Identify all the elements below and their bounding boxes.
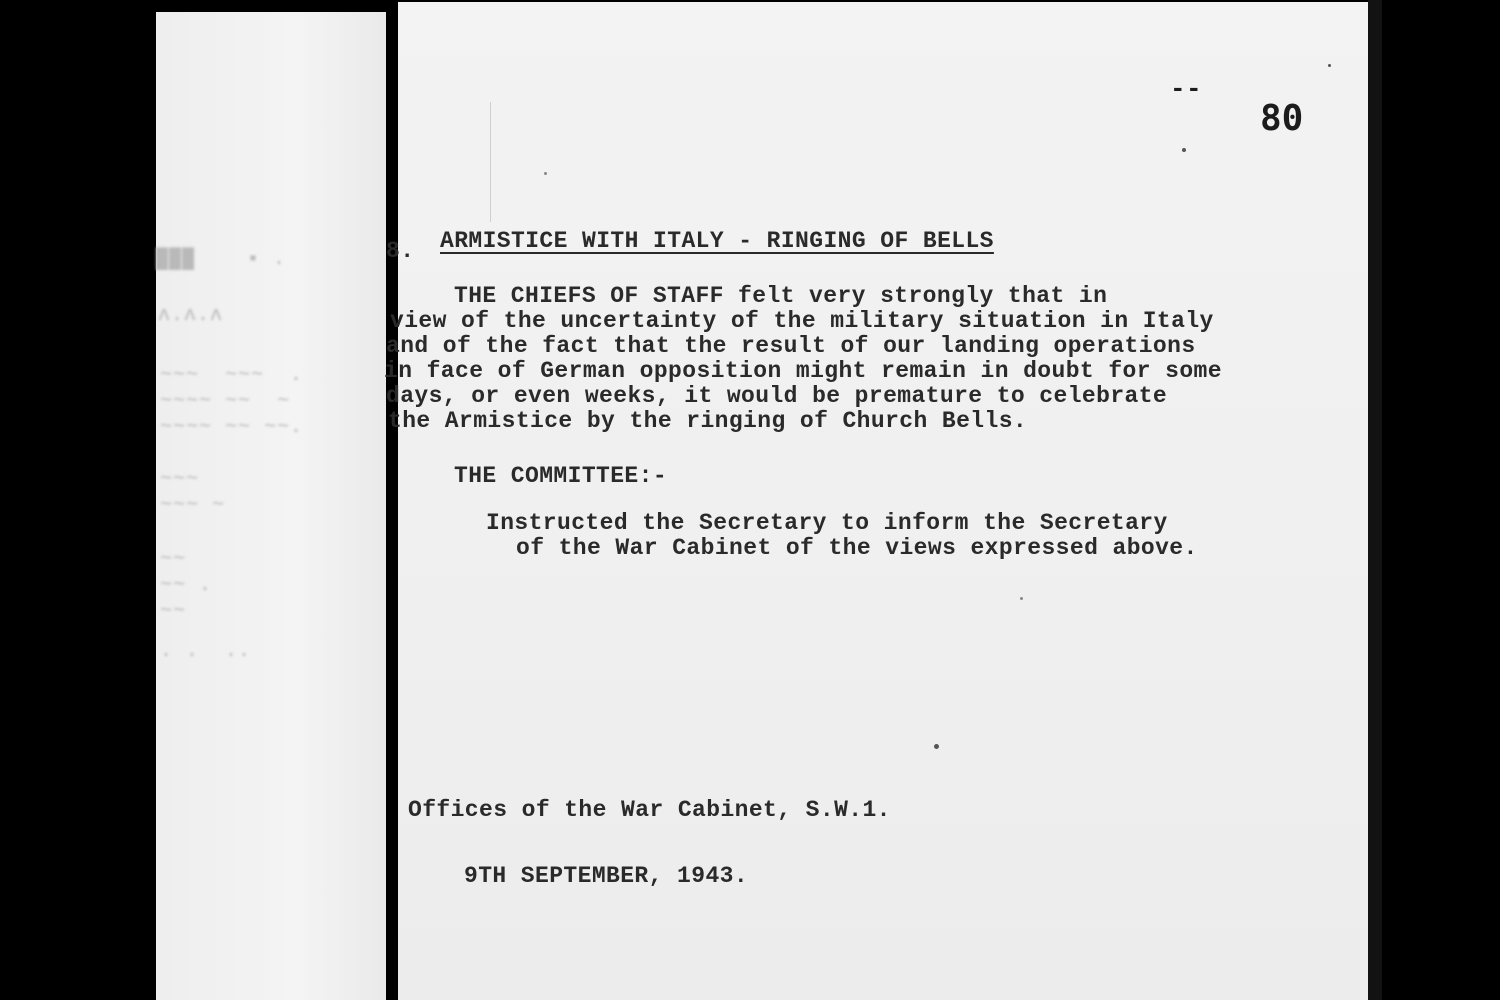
section-heading: ARMISTICE WITH ITALY - RINGING OF BELLS: [440, 228, 994, 254]
body-line: view of the uncertainty of the military situation in Italy: [390, 308, 1214, 334]
document-page: [384, 2, 1370, 1000]
page-edge-shadow: [1368, 0, 1382, 1000]
left-facing-page: [156, 12, 392, 1000]
date-line: 9TH SEPTEMBER, 1943.: [464, 863, 749, 889]
body-line: and of the fact that the result of our landing operations: [386, 333, 1196, 359]
show-through-text: . . ..: [160, 640, 252, 663]
show-through-text: ~~ .: [160, 574, 213, 597]
body-line: in face of German opposition might remain in doubt for some: [384, 358, 1222, 384]
show-through-text: ~~~ ~: [160, 494, 226, 517]
show-through-text: ~~~: [160, 468, 200, 491]
committee-action-line: Instructed the Secretary to inform the Secretary: [486, 510, 1168, 536]
show-through-text: ~~: [160, 548, 187, 571]
page-crease: [490, 102, 491, 222]
section-number: 8.: [386, 238, 415, 264]
show-through-text: ʌ.ʌ.ʌ: [158, 304, 224, 327]
show-through-text: ~~~~ ~~ ~: [160, 390, 291, 413]
corner-mark: --: [1170, 74, 1203, 104]
show-through-text: ███ ▪ .: [156, 248, 287, 271]
show-through-text: ~~~~ ~~ ~~.: [160, 416, 304, 439]
page-number: 80: [1260, 98, 1304, 139]
committee-label: THE COMMITTEE:-: [454, 463, 668, 489]
scan-speck: [934, 744, 939, 749]
scan-speck: [1182, 148, 1186, 152]
scan-speck: [1328, 64, 1331, 67]
show-through-text: ~~~ ~~~ .: [160, 364, 304, 387]
show-through-text: ~~: [160, 600, 187, 623]
scan-speck: [544, 172, 547, 175]
body-line: the Armistice by the ringing of Church Bells.: [388, 408, 1028, 434]
office-line: Offices of the War Cabinet, S.W.1.: [408, 797, 891, 823]
scan-speck: [1020, 597, 1023, 600]
committee-action-line: of the War Cabinet of the views expressed above.: [516, 535, 1198, 561]
body-line: days, or even weeks, it would be premature to celebrate: [386, 383, 1168, 409]
body-line: THE CHIEFS OF STAFF felt very strongly that in: [454, 283, 1108, 309]
